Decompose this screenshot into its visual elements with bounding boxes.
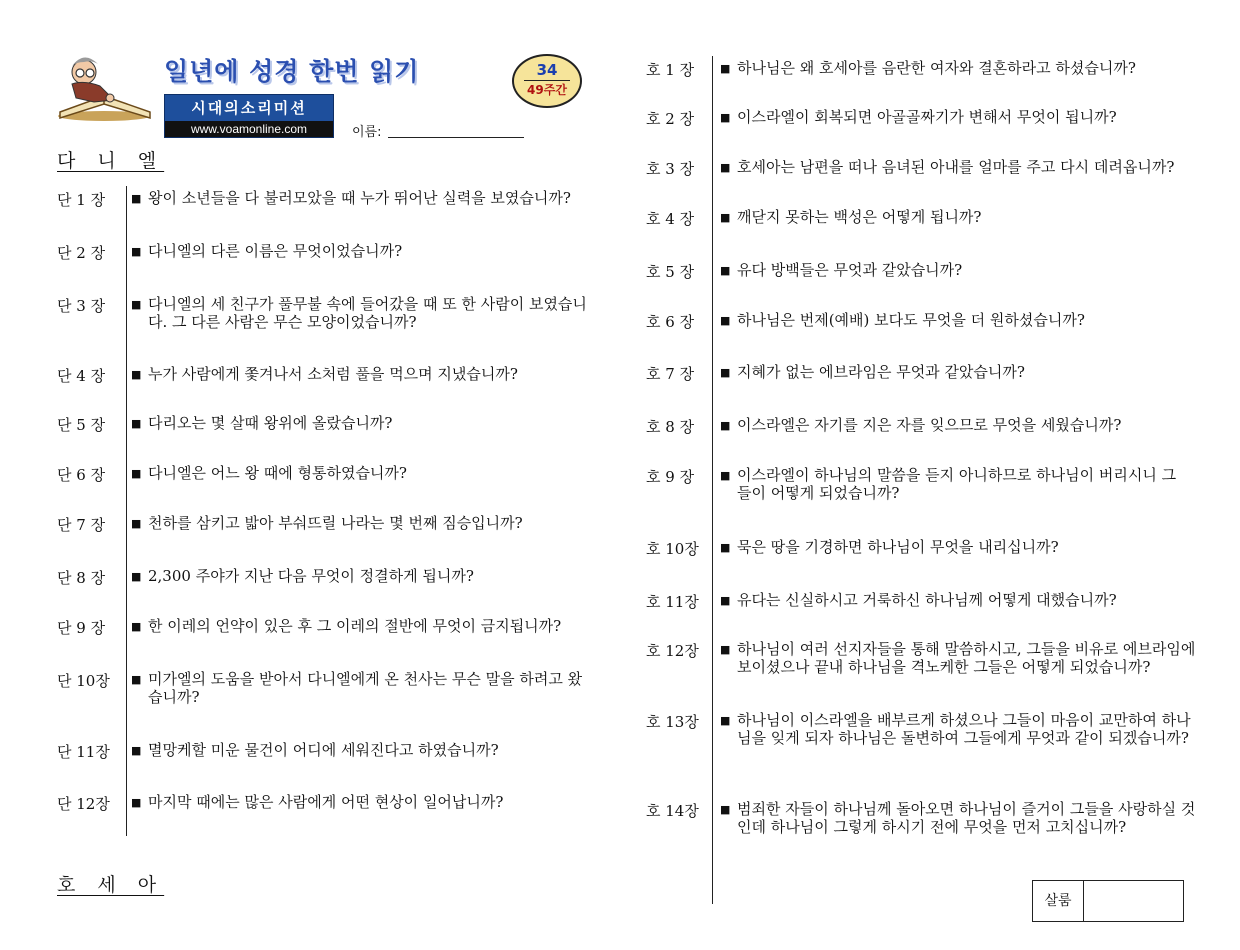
question-text: 유다는 신실하시고 거룩하신 하나님께 어떻게 대했습니까? bbox=[737, 591, 1117, 609]
chapter-label: 단 7 장 bbox=[57, 516, 106, 534]
question-text: 왕이 소년들을 다 불러모았을 때 누가 뛰어난 실력을 보였습니까? bbox=[148, 189, 571, 207]
chapter-label: 단 10장 bbox=[57, 672, 110, 690]
chapter-label: 호 14장 bbox=[646, 802, 699, 820]
chapter-label: 호 8 장 bbox=[646, 418, 695, 436]
question-text: 천하를 삼키고 밟아 부숴뜨릴 나라는 몇 번째 짐승입니까? bbox=[148, 514, 523, 532]
chapter-label: 단 6 장 bbox=[57, 466, 106, 484]
week-number: 34 bbox=[536, 61, 558, 79]
name-label: 이름: bbox=[352, 125, 382, 140]
right-column-rule bbox=[712, 56, 713, 904]
bullet-icon: ■ bbox=[131, 517, 142, 530]
bullet-icon: ■ bbox=[131, 245, 142, 258]
question-text: 유다 방백들은 무엇과 같았습니까? bbox=[737, 261, 963, 279]
bullet-icon: ■ bbox=[131, 620, 142, 633]
question-text: 한 이레의 언약이 있은 후 그 이레의 절반에 무엇이 금지됩니까? bbox=[148, 617, 562, 635]
reading-book-man-icon bbox=[54, 52, 158, 122]
name-field-line[interactable] bbox=[388, 137, 524, 138]
question-text: 범죄한 자들이 하나님께 돌아오면 하나님이 즐거이 그들을 사랑하실 것인데 하나님이 그렇게 하시기 전에 무엇을 먼저 고치십니까? bbox=[737, 800, 1196, 836]
chapter-label: 호 3 장 bbox=[646, 160, 695, 178]
question-text: 다니엘의 다른 이름은 무엇이었습니까? bbox=[148, 242, 403, 260]
chapter-label: 호 6 장 bbox=[646, 313, 695, 331]
chapter-label: 호 13장 bbox=[646, 713, 699, 731]
question-text: 다니엘은 어느 왕 때에 형통하였습니까? bbox=[148, 464, 407, 482]
signature-box[interactable] bbox=[1032, 880, 1184, 922]
chapter-label: 단 4 장 bbox=[57, 367, 106, 385]
question-text: 멸망케할 미운 물건이 어디에 세워진다고 하였습니까? bbox=[148, 741, 499, 759]
chapter-label: 단 9 장 bbox=[57, 619, 106, 637]
question-text: 누가 사람에게 쫓겨나서 소처럼 풀을 먹으며 지냈습니까? bbox=[148, 365, 518, 383]
chapter-label: 호 4 장 bbox=[646, 210, 695, 228]
question-text: 호세아는 남편을 떠나 음녀된 아내를 얼마를 주고 다시 데려옵니까? bbox=[737, 158, 1175, 176]
bullet-icon: ■ bbox=[720, 264, 731, 277]
bullet-icon: ■ bbox=[720, 366, 731, 379]
question-text: 깨닫지 못하는 백성은 어떻게 됩니까? bbox=[737, 208, 982, 226]
question-text: 다리오는 몇 살때 왕위에 올랐습니까? bbox=[148, 414, 393, 432]
org-url: www.voamonline.com bbox=[165, 121, 333, 137]
question-text: 하나님은 번제(예배) 보다도 무엇을 더 원하셨습니까? bbox=[737, 311, 1085, 329]
chapter-label: 단 1 장 bbox=[57, 191, 106, 209]
bullet-icon: ■ bbox=[720, 62, 731, 75]
chapter-label: 단 11장 bbox=[57, 743, 110, 761]
chapter-label: 단 8 장 bbox=[57, 569, 106, 587]
question-text: 하나님이 이스라엘을 배부르게 하셨으나 그들이 마음이 교만하여 하나님을 잊게 되자 하나님은 돌변하여 그들에게 무엇과 같이 되겠습니까? bbox=[737, 711, 1191, 747]
bullet-icon: ■ bbox=[131, 192, 142, 205]
bullet-icon: ■ bbox=[131, 744, 142, 757]
chapter-label: 단 2 장 bbox=[57, 244, 106, 262]
question-text: 묵은 땅을 기경하면 하나님이 무엇을 내리십니까? bbox=[737, 538, 1059, 556]
question-text: 다니엘의 세 친구가 풀무불 속에 들어갔을 때 또 한 사람이 보였습니다. 그 다른 사람은 무슨 모양이었습니까? bbox=[148, 295, 587, 331]
chapter-label: 호 5 장 bbox=[646, 263, 695, 281]
bullet-icon: ■ bbox=[720, 469, 731, 482]
question-text: 미가엘의 도움을 받아서 다니엘에게 온 천사는 무슨 말을 하려고 왔습니까? bbox=[148, 670, 583, 706]
week-badge bbox=[512, 54, 582, 108]
org-banner bbox=[164, 94, 334, 138]
chapter-label: 단 5 장 bbox=[57, 416, 106, 434]
signature-label: 살룸 bbox=[1033, 881, 1084, 921]
bullet-icon: ■ bbox=[720, 594, 731, 607]
bullet-icon: ■ bbox=[131, 298, 142, 311]
bullet-icon: ■ bbox=[131, 467, 142, 480]
week-label: 49주간 bbox=[527, 83, 567, 97]
chapter-label: 호 7 장 bbox=[646, 365, 695, 383]
bullet-icon: ■ bbox=[720, 714, 731, 727]
chapter-label: 단 3 장 bbox=[57, 297, 106, 315]
bullet-icon: ■ bbox=[720, 314, 731, 327]
chapter-label: 호 2 장 bbox=[646, 110, 695, 128]
bullet-icon: ■ bbox=[720, 541, 731, 554]
question-text: 마지막 때에는 많은 사람에게 어떤 현상이 일어납니까? bbox=[148, 793, 504, 811]
chapter-label: 호 12장 bbox=[646, 642, 699, 660]
bullet-icon: ■ bbox=[720, 419, 731, 432]
bullet-icon: ■ bbox=[131, 570, 142, 583]
section-heading-daniel: 다 니 엘 bbox=[57, 150, 165, 172]
bullet-icon: ■ bbox=[131, 796, 142, 809]
bullet-icon: ■ bbox=[131, 673, 142, 686]
chapter-label: 호 9 장 bbox=[646, 468, 695, 486]
bullet-icon: ■ bbox=[720, 643, 731, 656]
chapter-label: 단 12장 bbox=[57, 795, 110, 813]
question-text: 지혜가 없는 에브라임은 무엇과 같았습니까? bbox=[737, 363, 1025, 381]
bullet-icon: ■ bbox=[720, 803, 731, 816]
section-heading-hosea: 호 세 아 bbox=[57, 874, 165, 896]
bullet-icon: ■ bbox=[720, 161, 731, 174]
chapter-label: 호 11장 bbox=[646, 593, 699, 611]
page-title: 일년에 성경 한번 읽기 bbox=[164, 57, 420, 86]
question-text: 이스라엘이 하나님의 말씀을 듣지 아니하므로 하나님이 버리시니 그들이 어떻게 되었습니까? bbox=[737, 466, 1177, 502]
org-name: 시대의소리미션 bbox=[191, 99, 307, 117]
question-text: 하나님은 왜 호세아를 음란한 여자와 결혼하라고 하셨습니까? bbox=[737, 59, 1136, 77]
bullet-icon: ■ bbox=[720, 111, 731, 124]
bullet-icon: ■ bbox=[131, 417, 142, 430]
chapter-label: 호 1 장 bbox=[646, 61, 695, 79]
question-text: 이스라엘이 회복되면 아골골짜기가 변해서 무엇이 됩니까? bbox=[737, 108, 1117, 126]
question-text: 이스라엘은 자기를 지은 자를 잊으므로 무엇을 세웠습니까? bbox=[737, 416, 1122, 434]
bullet-icon: ■ bbox=[720, 211, 731, 224]
chapter-label: 호 10장 bbox=[646, 540, 699, 558]
bullet-icon: ■ bbox=[131, 368, 142, 381]
question-text: 하나님이 여러 선지자들을 통해 말씀하시고, 그들을 비유로 에브라임에 보이셨으나 끝내 하나님을 격노케한 그들은 어떻게 되었습니까? bbox=[737, 640, 1196, 676]
left-column-rule bbox=[126, 186, 127, 836]
question-text: 2,300 주야가 지난 다음 무엇이 정결하게 됩니까? bbox=[148, 567, 474, 585]
